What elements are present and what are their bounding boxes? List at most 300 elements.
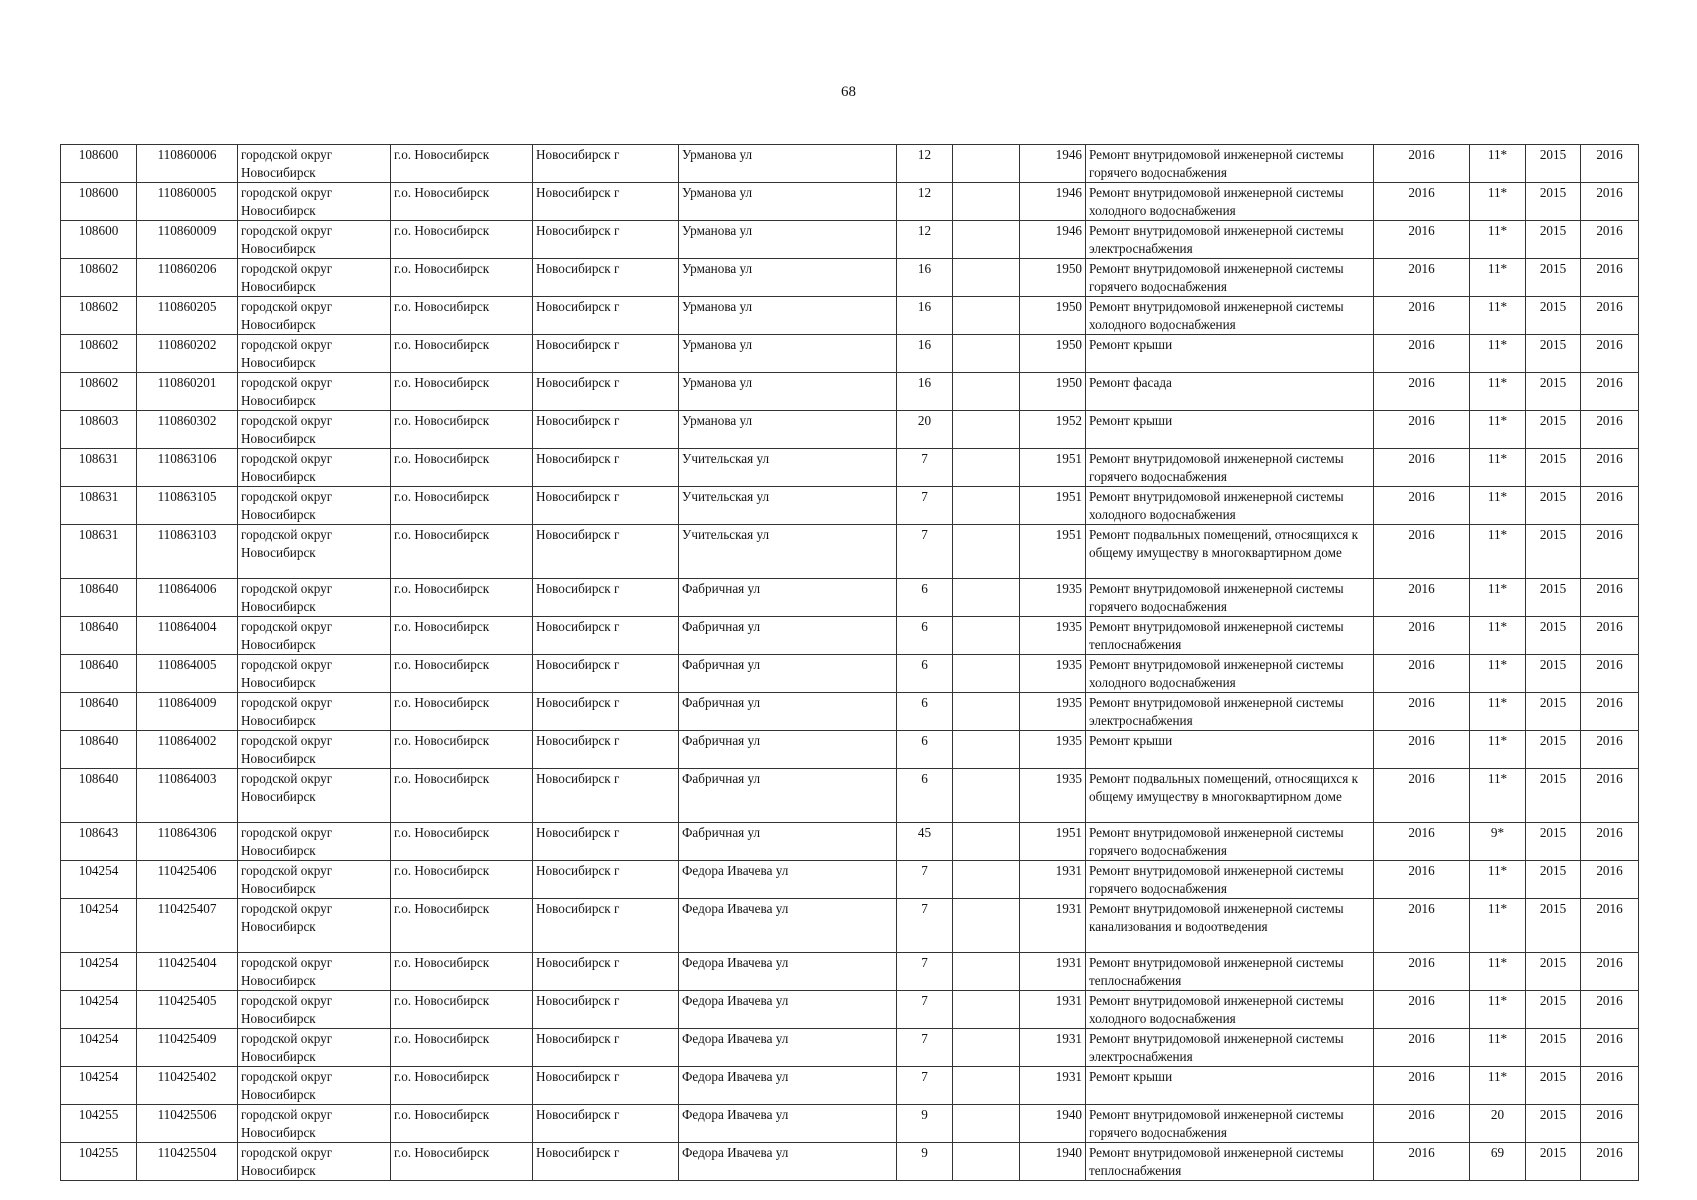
cell-work-code: 110860205 [137, 297, 238, 335]
cell-municipality: городской округ Новосибирск [238, 1143, 391, 1181]
cell-object-code: 108640 [61, 693, 137, 731]
cell-locality: Новосибирск г [533, 1067, 679, 1105]
cell-object-code: 108631 [61, 449, 137, 487]
cell-street: Фабричная ул [679, 731, 897, 769]
cell-work-type: Ремонт фасада [1086, 373, 1374, 411]
cell-municipality: городской округ Новосибирск [238, 617, 391, 655]
table-row [61, 899, 1639, 953]
cell-end-year: 2016 [1581, 259, 1639, 297]
cell-build-year: 1946 [1020, 183, 1086, 221]
cell-building [953, 579, 1020, 617]
cell-district: г.о. Новосибирск [391, 861, 533, 899]
cell-start-year: 2015 [1526, 693, 1581, 731]
cell-building [953, 221, 1020, 259]
cell-work-type: Ремонт внутридомовой инженерной системы холодного водоснабжения [1086, 487, 1374, 525]
cell-start-year: 2015 [1526, 1029, 1581, 1067]
cell-street: Федора Ивачева ул [679, 1029, 897, 1067]
cell-wear-percent: 11* [1470, 183, 1526, 221]
table-row [61, 861, 1639, 899]
registry-table-body [61, 145, 1639, 1181]
cell-end-year: 2016 [1581, 335, 1639, 373]
cell-object-code: 104255 [61, 1143, 137, 1181]
cell-locality: Новосибирск г [533, 373, 679, 411]
cell-wear-percent: 11* [1470, 579, 1526, 617]
cell-locality: Новосибирск г [533, 259, 679, 297]
cell-wear-percent: 11* [1470, 693, 1526, 731]
table-row [61, 579, 1639, 617]
cell-object-code: 104254 [61, 1029, 137, 1067]
cell-work-code: 110860202 [137, 335, 238, 373]
cell-work-code: 110425407 [137, 899, 238, 953]
cell-locality: Новосибирск г [533, 953, 679, 991]
cell-district: г.о. Новосибирск [391, 183, 533, 221]
cell-locality: Новосибирск г [533, 769, 679, 823]
cell-plan-year: 2016 [1374, 373, 1470, 411]
cell-street: Урманова ул [679, 145, 897, 183]
cell-building [953, 823, 1020, 861]
table-row [61, 1029, 1639, 1067]
cell-work-code: 110863103 [137, 525, 238, 579]
cell-building [953, 693, 1020, 731]
cell-plan-year: 2016 [1374, 183, 1470, 221]
cell-building [953, 655, 1020, 693]
cell-build-year: 1935 [1020, 579, 1086, 617]
cell-build-year: 1950 [1020, 259, 1086, 297]
table-row [61, 617, 1639, 655]
cell-street: Урманова ул [679, 335, 897, 373]
cell-work-type: Ремонт внутридомовой инженерной системы электроснабжения [1086, 693, 1374, 731]
cell-object-code: 108603 [61, 411, 137, 449]
cell-municipality: городской округ Новосибирск [238, 1067, 391, 1105]
cell-end-year: 2016 [1581, 1067, 1639, 1105]
cell-plan-year: 2016 [1374, 861, 1470, 899]
cell-plan-year: 2016 [1374, 411, 1470, 449]
cell-start-year: 2015 [1526, 861, 1581, 899]
cell-wear-percent: 11* [1470, 449, 1526, 487]
table-row [61, 1067, 1639, 1105]
cell-build-year: 1940 [1020, 1105, 1086, 1143]
cell-work-code: 110860006 [137, 145, 238, 183]
cell-street: Урманова ул [679, 221, 897, 259]
cell-house-number: 7 [897, 487, 953, 525]
cell-object-code: 108600 [61, 221, 137, 259]
cell-building [953, 183, 1020, 221]
cell-district: г.о. Новосибирск [391, 655, 533, 693]
cell-work-type: Ремонт подвальных помещений, относящихся к общему имуществу в многоквартирном доме [1086, 525, 1374, 579]
cell-plan-year: 2016 [1374, 823, 1470, 861]
cell-object-code: 104254 [61, 953, 137, 991]
cell-work-type: Ремонт крыши [1086, 1067, 1374, 1105]
cell-end-year: 2016 [1581, 823, 1639, 861]
cell-municipality: городской округ Новосибирск [238, 953, 391, 991]
cell-build-year: 1951 [1020, 823, 1086, 861]
cell-building [953, 487, 1020, 525]
cell-end-year: 2016 [1581, 769, 1639, 823]
cell-building [953, 373, 1020, 411]
cell-build-year: 1931 [1020, 899, 1086, 953]
cell-object-code: 108640 [61, 617, 137, 655]
cell-plan-year: 2016 [1374, 617, 1470, 655]
cell-locality: Новосибирск г [533, 183, 679, 221]
cell-end-year: 2016 [1581, 487, 1639, 525]
cell-end-year: 2016 [1581, 655, 1639, 693]
cell-wear-percent: 11* [1470, 259, 1526, 297]
cell-plan-year: 2016 [1374, 449, 1470, 487]
table-row [61, 259, 1639, 297]
cell-district: г.о. Новосибирск [391, 449, 533, 487]
cell-street: Учительская ул [679, 487, 897, 525]
cell-street: Фабричная ул [679, 579, 897, 617]
cell-district: г.о. Новосибирск [391, 335, 533, 373]
cell-object-code: 108602 [61, 259, 137, 297]
cell-building [953, 731, 1020, 769]
cell-start-year: 2015 [1526, 335, 1581, 373]
cell-house-number: 16 [897, 259, 953, 297]
cell-locality: Новосибирск г [533, 487, 679, 525]
cell-house-number: 7 [897, 1029, 953, 1067]
cell-work-code: 110860005 [137, 183, 238, 221]
cell-street: Фабричная ул [679, 823, 897, 861]
table-row [61, 449, 1639, 487]
cell-work-type: Ремонт внутридомовой инженерной системы холодного водоснабжения [1086, 297, 1374, 335]
cell-build-year: 1935 [1020, 655, 1086, 693]
cell-end-year: 2016 [1581, 579, 1639, 617]
cell-work-type: Ремонт внутридомовой инженерной системы теплоснабжения [1086, 1143, 1374, 1181]
cell-work-code: 110863106 [137, 449, 238, 487]
cell-object-code: 104255 [61, 1105, 137, 1143]
cell-locality: Новосибирск г [533, 145, 679, 183]
cell-work-code: 110864005 [137, 655, 238, 693]
cell-district: г.о. Новосибирск [391, 1067, 533, 1105]
cell-start-year: 2015 [1526, 823, 1581, 861]
cell-municipality: городской округ Новосибирск [238, 449, 391, 487]
cell-build-year: 1946 [1020, 221, 1086, 259]
cell-work-code: 110860201 [137, 373, 238, 411]
cell-district: г.о. Новосибирск [391, 411, 533, 449]
cell-work-type: Ремонт подвальных помещений, относящихся к общему имуществу в многоквартирном доме [1086, 769, 1374, 823]
cell-street: Урманова ул [679, 259, 897, 297]
cell-district: г.о. Новосибирск [391, 991, 533, 1029]
cell-build-year: 1946 [1020, 145, 1086, 183]
cell-work-code: 110860302 [137, 411, 238, 449]
cell-building [953, 449, 1020, 487]
cell-end-year: 2016 [1581, 221, 1639, 259]
cell-district: г.о. Новосибирск [391, 297, 533, 335]
table-row [61, 953, 1639, 991]
cell-work-type: Ремонт внутридомовой инженерной системы канализования и водоотведения [1086, 899, 1374, 953]
cell-locality: Новосибирск г [533, 1105, 679, 1143]
cell-building [953, 411, 1020, 449]
cell-building [953, 769, 1020, 823]
cell-street: Учительская ул [679, 525, 897, 579]
cell-end-year: 2016 [1581, 525, 1639, 579]
cell-start-year: 2015 [1526, 145, 1581, 183]
cell-build-year: 1935 [1020, 617, 1086, 655]
cell-wear-percent: 11* [1470, 899, 1526, 953]
cell-locality: Новосибирск г [533, 899, 679, 953]
cell-work-type: Ремонт внутридомовой инженерной системы горячего водоснабжения [1086, 449, 1374, 487]
cell-plan-year: 2016 [1374, 335, 1470, 373]
table-row [61, 823, 1639, 861]
cell-plan-year: 2016 [1374, 145, 1470, 183]
cell-object-code: 108602 [61, 297, 137, 335]
cell-building [953, 259, 1020, 297]
cell-house-number: 7 [897, 449, 953, 487]
cell-wear-percent: 9* [1470, 823, 1526, 861]
cell-building [953, 525, 1020, 579]
cell-locality: Новосибирск г [533, 1029, 679, 1067]
cell-plan-year: 2016 [1374, 1067, 1470, 1105]
cell-build-year: 1951 [1020, 487, 1086, 525]
cell-street: Федора Ивачева ул [679, 1067, 897, 1105]
cell-house-number: 6 [897, 655, 953, 693]
cell-build-year: 1931 [1020, 861, 1086, 899]
cell-start-year: 2015 [1526, 1105, 1581, 1143]
table-row [61, 411, 1639, 449]
cell-street: Федора Ивачева ул [679, 1143, 897, 1181]
cell-object-code: 108640 [61, 655, 137, 693]
cell-house-number: 12 [897, 183, 953, 221]
cell-plan-year: 2016 [1374, 579, 1470, 617]
cell-end-year: 2016 [1581, 373, 1639, 411]
cell-build-year: 1950 [1020, 297, 1086, 335]
cell-object-code: 108640 [61, 769, 137, 823]
table-row [61, 525, 1639, 579]
cell-street: Фабричная ул [679, 655, 897, 693]
cell-wear-percent: 69 [1470, 1143, 1526, 1181]
cell-district: г.о. Новосибирск [391, 525, 533, 579]
cell-house-number: 45 [897, 823, 953, 861]
cell-municipality: городской округ Новосибирск [238, 861, 391, 899]
table-row [61, 335, 1639, 373]
cell-work-type: Ремонт внутридомовой инженерной системы горячего водоснабжения [1086, 145, 1374, 183]
cell-wear-percent: 11* [1470, 1029, 1526, 1067]
cell-street: Урманова ул [679, 411, 897, 449]
table-row [61, 487, 1639, 525]
table-row [61, 769, 1639, 823]
cell-object-code: 108631 [61, 487, 137, 525]
cell-house-number: 6 [897, 769, 953, 823]
cell-work-code: 110425506 [137, 1105, 238, 1143]
cell-object-code: 108600 [61, 145, 137, 183]
cell-building [953, 297, 1020, 335]
cell-locality: Новосибирск г [533, 449, 679, 487]
cell-work-type: Ремонт внутридомовой инженерной системы горячего водоснабжения [1086, 823, 1374, 861]
cell-wear-percent: 11* [1470, 1067, 1526, 1105]
cell-wear-percent: 11* [1470, 617, 1526, 655]
table-row [61, 221, 1639, 259]
cell-house-number: 12 [897, 145, 953, 183]
cell-build-year: 1951 [1020, 449, 1086, 487]
cell-wear-percent: 11* [1470, 953, 1526, 991]
cell-work-type: Ремонт крыши [1086, 731, 1374, 769]
cell-start-year: 2015 [1526, 991, 1581, 1029]
cell-end-year: 2016 [1581, 953, 1639, 991]
cell-building [953, 1105, 1020, 1143]
table-row [61, 183, 1639, 221]
cell-district: г.о. Новосибирск [391, 1029, 533, 1067]
cell-district: г.о. Новосибирск [391, 823, 533, 861]
cell-work-code: 110425404 [137, 953, 238, 991]
cell-wear-percent: 11* [1470, 525, 1526, 579]
cell-start-year: 2015 [1526, 655, 1581, 693]
cell-street: Федора Ивачева ул [679, 861, 897, 899]
cell-wear-percent: 11* [1470, 373, 1526, 411]
cell-start-year: 2015 [1526, 953, 1581, 991]
cell-district: г.о. Новосибирск [391, 487, 533, 525]
cell-house-number: 7 [897, 953, 953, 991]
cell-start-year: 2015 [1526, 373, 1581, 411]
cell-object-code: 108602 [61, 335, 137, 373]
cell-work-type: Ремонт внутридомовой инженерной системы горячего водоснабжения [1086, 259, 1374, 297]
cell-plan-year: 2016 [1374, 731, 1470, 769]
cell-build-year: 1935 [1020, 693, 1086, 731]
cell-work-type: Ремонт внутридомовой инженерной системы теплоснабжения [1086, 617, 1374, 655]
cell-work-code: 110863105 [137, 487, 238, 525]
cell-locality: Новосибирск г [533, 617, 679, 655]
cell-municipality: городской округ Новосибирск [238, 579, 391, 617]
cell-plan-year: 2016 [1374, 693, 1470, 731]
cell-end-year: 2016 [1581, 1105, 1639, 1143]
table-row [61, 297, 1639, 335]
cell-object-code: 108631 [61, 525, 137, 579]
cell-wear-percent: 11* [1470, 145, 1526, 183]
table-row [61, 731, 1639, 769]
cell-object-code: 108602 [61, 373, 137, 411]
cell-build-year: 1931 [1020, 1067, 1086, 1105]
cell-municipality: городской округ Новосибирск [238, 1105, 391, 1143]
cell-district: г.о. Новосибирск [391, 259, 533, 297]
cell-building [953, 1143, 1020, 1181]
cell-municipality: городской округ Новосибирск [238, 769, 391, 823]
cell-locality: Новосибирск г [533, 823, 679, 861]
cell-work-code: 110860009 [137, 221, 238, 259]
cell-end-year: 2016 [1581, 183, 1639, 221]
cell-municipality: городской округ Новосибирск [238, 693, 391, 731]
cell-street: Урманова ул [679, 297, 897, 335]
table-row [61, 655, 1639, 693]
cell-work-type: Ремонт внутридомовой инженерной системы холодного водоснабжения [1086, 655, 1374, 693]
cell-work-code: 110425405 [137, 991, 238, 1029]
cell-municipality: городской округ Новосибирск [238, 335, 391, 373]
cell-work-code: 110425406 [137, 861, 238, 899]
cell-district: г.о. Новосибирск [391, 953, 533, 991]
cell-street: Федора Ивачева ул [679, 991, 897, 1029]
cell-municipality: городской округ Новосибирск [238, 259, 391, 297]
cell-district: г.о. Новосибирск [391, 373, 533, 411]
cell-house-number: 6 [897, 617, 953, 655]
cell-build-year: 1931 [1020, 991, 1086, 1029]
cell-wear-percent: 11* [1470, 861, 1526, 899]
cell-work-type: Ремонт внутридомовой инженерной системы теплоснабжения [1086, 953, 1374, 991]
cell-start-year: 2015 [1526, 1067, 1581, 1105]
cell-work-type: Ремонт внутридомовой инженерной системы электроснабжения [1086, 1029, 1374, 1067]
cell-work-code: 110864009 [137, 693, 238, 731]
cell-plan-year: 2016 [1374, 991, 1470, 1029]
cell-building [953, 899, 1020, 953]
cell-municipality: городской округ Новосибирск [238, 655, 391, 693]
cell-work-type: Ремонт внутридомовой инженерной системы холодного водоснабжения [1086, 183, 1374, 221]
cell-building [953, 335, 1020, 373]
cell-build-year: 1951 [1020, 525, 1086, 579]
cell-locality: Новосибирск г [533, 411, 679, 449]
cell-house-number: 9 [897, 1105, 953, 1143]
cell-district: г.о. Новосибирск [391, 899, 533, 953]
cell-municipality: городской округ Новосибирск [238, 145, 391, 183]
cell-start-year: 2015 [1526, 579, 1581, 617]
cell-house-number: 9 [897, 1143, 953, 1181]
cell-wear-percent: 11* [1470, 297, 1526, 335]
cell-district: г.о. Новосибирск [391, 617, 533, 655]
cell-work-type: Ремонт внутридомовой инженерной системы холодного водоснабжения [1086, 991, 1374, 1029]
cell-end-year: 2016 [1581, 861, 1639, 899]
cell-street: Федора Ивачева ул [679, 1105, 897, 1143]
cell-wear-percent: 11* [1470, 411, 1526, 449]
cell-municipality: городской округ Новосибирск [238, 731, 391, 769]
cell-house-number: 16 [897, 335, 953, 373]
cell-house-number: 7 [897, 899, 953, 953]
cell-street: Урманова ул [679, 183, 897, 221]
cell-district: г.о. Новосибирск [391, 1105, 533, 1143]
cell-work-type: Ремонт внутридомовой инженерной системы горячего водоснабжения [1086, 579, 1374, 617]
cell-municipality: городской округ Новосибирск [238, 221, 391, 259]
cell-plan-year: 2016 [1374, 297, 1470, 335]
cell-object-code: 104254 [61, 899, 137, 953]
cell-district: г.о. Новосибирск [391, 769, 533, 823]
cell-build-year: 1931 [1020, 953, 1086, 991]
cell-end-year: 2016 [1581, 145, 1639, 183]
cell-plan-year: 2016 [1374, 1105, 1470, 1143]
cell-plan-year: 2016 [1374, 769, 1470, 823]
table-row [61, 693, 1639, 731]
registry-table [60, 144, 1639, 1181]
page-number: 68 [841, 84, 856, 100]
cell-work-type: Ремонт внутридомовой инженерной системы горячего водоснабжения [1086, 1105, 1374, 1143]
cell-locality: Новосибирск г [533, 991, 679, 1029]
cell-building [953, 617, 1020, 655]
cell-work-code: 110864002 [137, 731, 238, 769]
cell-building [953, 991, 1020, 1029]
cell-locality: Новосибирск г [533, 297, 679, 335]
cell-house-number: 20 [897, 411, 953, 449]
cell-start-year: 2015 [1526, 487, 1581, 525]
cell-district: г.о. Новосибирск [391, 693, 533, 731]
cell-plan-year: 2016 [1374, 655, 1470, 693]
cell-wear-percent: 11* [1470, 731, 1526, 769]
cell-work-type: Ремонт крыши [1086, 335, 1374, 373]
cell-district: г.о. Новосибирск [391, 145, 533, 183]
cell-start-year: 2015 [1526, 411, 1581, 449]
cell-work-type: Ремонт внутридомовой инженерной системы горячего водоснабжения [1086, 861, 1374, 899]
table-row [61, 1143, 1639, 1181]
cell-house-number: 7 [897, 991, 953, 1029]
cell-build-year: 1940 [1020, 1143, 1086, 1181]
cell-object-code: 104254 [61, 1067, 137, 1105]
cell-work-code: 110425402 [137, 1067, 238, 1105]
cell-plan-year: 2016 [1374, 259, 1470, 297]
cell-municipality: городской округ Новосибирск [238, 991, 391, 1029]
cell-municipality: городской округ Новосибирск [238, 525, 391, 579]
cell-house-number: 7 [897, 525, 953, 579]
cell-start-year: 2015 [1526, 259, 1581, 297]
cell-plan-year: 2016 [1374, 1143, 1470, 1181]
cell-municipality: городской округ Новосибирск [238, 487, 391, 525]
cell-start-year: 2015 [1526, 297, 1581, 335]
cell-district: г.о. Новосибирск [391, 731, 533, 769]
cell-locality: Новосибирск г [533, 579, 679, 617]
cell-locality: Новосибирск г [533, 221, 679, 259]
cell-build-year: 1935 [1020, 731, 1086, 769]
